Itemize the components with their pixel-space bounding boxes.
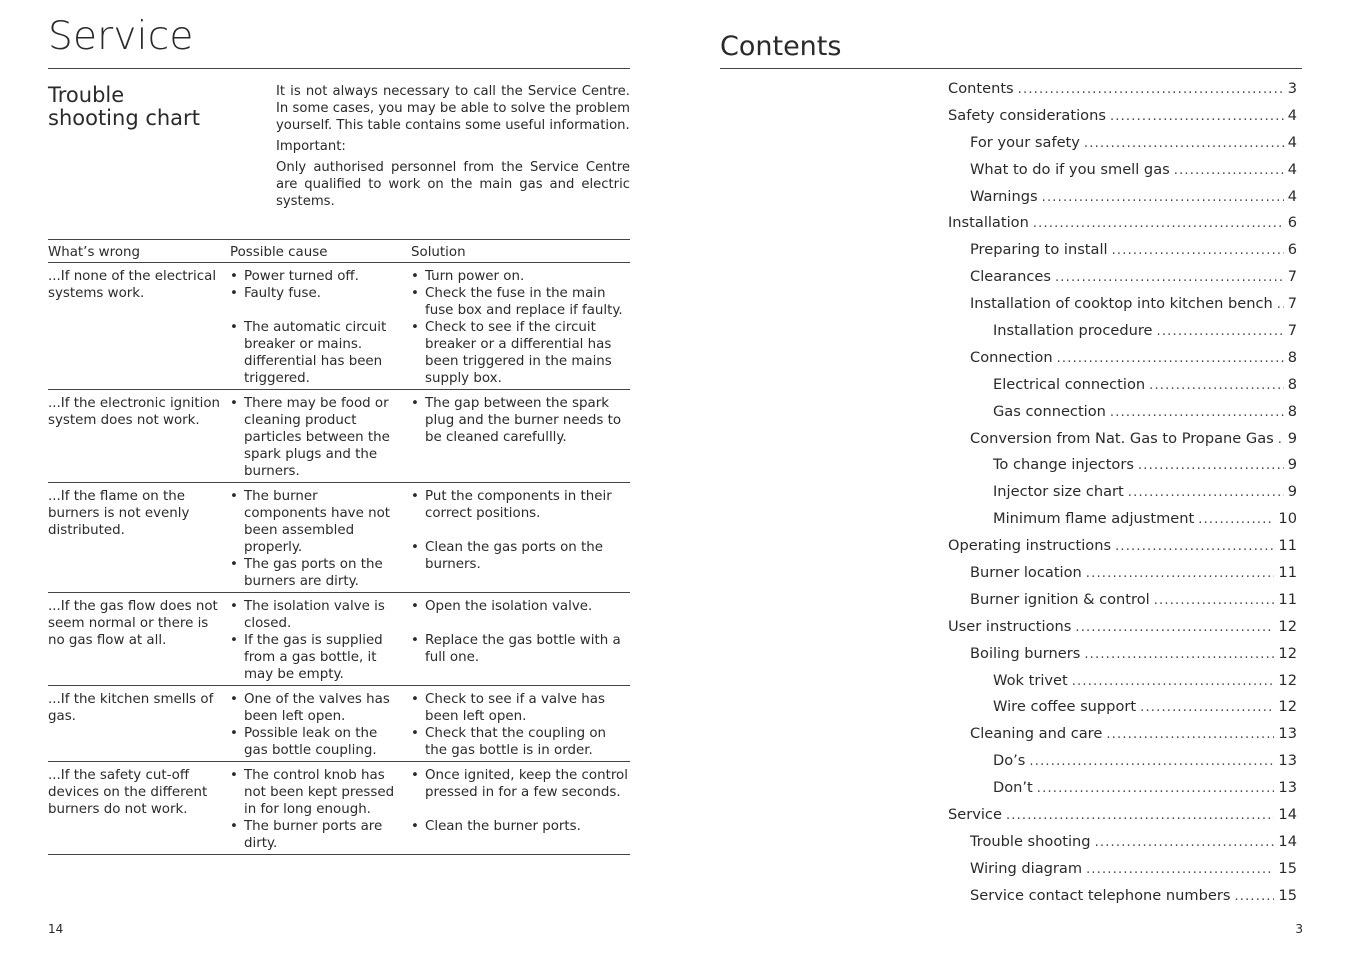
toc-entry[interactable] — [948, 107, 1297, 134]
toc-leader-dots — [1277, 297, 1284, 312]
cause-list — [230, 598, 403, 683]
contents-title: Contents — [720, 31, 842, 62]
toc-page-number: 10 — [1278, 510, 1297, 528]
toc-page-number: 15 — [1278, 886, 1297, 904]
solution-cell — [411, 263, 630, 390]
toc-entry-label: For your safety — [970, 133, 1080, 151]
cause-item: • If the gas is supplied from a gas bottle, it may be empty. — [230, 632, 403, 683]
toc-leader-dots — [1006, 808, 1274, 823]
toc-page-number: 12 — [1278, 644, 1297, 662]
toc-page-number: 7 — [1287, 268, 1297, 286]
toc-leader-dots — [1198, 512, 1274, 527]
toc-entry[interactable] — [948, 645, 1297, 672]
toc-page-number: 12 — [1278, 671, 1297, 689]
toc-leader-dots — [1138, 458, 1284, 473]
table-row — [48, 483, 630, 593]
toc-page-number: 9 — [1287, 483, 1297, 501]
solution-list — [411, 488, 630, 573]
cause-item: • There may be food or cleaning product particles between the spark plugs and the burners. — [230, 395, 403, 480]
table-header-row — [48, 240, 630, 263]
solution-cell — [411, 483, 630, 593]
toc-entry[interactable] — [948, 564, 1297, 591]
solution-list — [411, 268, 630, 387]
solution-item: • Check to see if a valve has been left open. — [411, 691, 630, 725]
toc-page-number: 11 — [1278, 564, 1297, 582]
table-row — [48, 686, 630, 762]
toc-leader-dots — [1128, 485, 1284, 500]
important-paragraph: Only authorised personnel from the Service Centre are qualified to work on the main gas and electric systems. — [276, 160, 630, 209]
cause-item: • One of the valves has been left open. — [230, 691, 403, 725]
toc-leader-dots — [1278, 432, 1284, 447]
cause-list — [230, 767, 403, 852]
toc-page-number: 13 — [1278, 779, 1297, 797]
toc-page-number: 8 — [1287, 348, 1297, 366]
cause-item: • Possible leak on the gas bottle coupling. — [230, 725, 403, 759]
toc-entry-label: Installation — [948, 214, 1029, 232]
toc-entry[interactable] — [948, 322, 1297, 349]
toc-page-number: 13 — [1278, 752, 1297, 770]
toc-entry-label: Wiring diagram — [970, 859, 1083, 877]
toc-leader-dots — [1110, 109, 1284, 124]
toc-entry-label: What to do if you smell gas — [970, 160, 1170, 178]
toc-entry[interactable] — [948, 456, 1297, 483]
toc-entry-label: Connection — [970, 348, 1053, 366]
solution-item: • Open the isolation valve. — [411, 598, 630, 615]
toc-entry-label: Burner ignition & control — [970, 590, 1150, 608]
toc-entry-label: Warnings — [970, 187, 1038, 205]
toc-page-number: 4 — [1287, 106, 1297, 124]
toc-entry-label: Safety considerations — [948, 106, 1106, 124]
toc-entry[interactable] — [948, 268, 1297, 295]
toc-entry[interactable] — [948, 618, 1297, 645]
cause-item: • The control knob has not been kept pressed in for long enough. — [230, 767, 403, 818]
toc-entry-label: Boiling burners — [970, 644, 1081, 662]
toc-entry-label: Contents — [948, 80, 1014, 97]
cause-item: • Faulty fuse. — [230, 285, 403, 302]
solution-item: • The gap between the spark plug and the burner needs to be cleaned carefullly. — [411, 395, 630, 446]
toc-page-number: 14 — [1278, 832, 1297, 850]
toc-entry-label: Service contact telephone numbers — [970, 886, 1231, 904]
toc-entry-label: Injector size chart — [993, 483, 1124, 501]
contents-rule — [720, 68, 1302, 69]
toc-entry[interactable] — [948, 483, 1297, 510]
toc-leader-dots — [1018, 82, 1284, 97]
important-label: Important: — [276, 139, 346, 154]
toc-leader-dots — [1042, 190, 1284, 205]
table-row — [48, 593, 630, 686]
toc-leader-dots — [1084, 647, 1274, 662]
cause-list — [230, 395, 403, 480]
toc-page-number: 9 — [1287, 456, 1297, 474]
toc-entry-label: Trouble shooting — [970, 832, 1091, 850]
toc-entry[interactable] — [948, 833, 1297, 860]
toc-page-number: 13 — [1278, 725, 1297, 743]
toc-entry-label: Installation procedure — [993, 322, 1153, 340]
toc-page-number: 8 — [1287, 375, 1297, 393]
toc-page-number: 6 — [1287, 214, 1297, 232]
right-page — [676, 0, 1351, 954]
possible-cause-cell — [230, 390, 411, 483]
possible-cause-cell — [230, 483, 411, 593]
table-row — [48, 762, 630, 855]
toc-leader-dots — [1095, 835, 1275, 850]
toc-leader-dots — [1055, 270, 1284, 285]
toc-page-number: 7 — [1287, 295, 1297, 313]
solution-list — [411, 767, 630, 835]
toc-entry[interactable] — [948, 591, 1297, 618]
toc-leader-dots — [1115, 539, 1274, 554]
solution-item: • Turn power on. — [411, 268, 630, 285]
toc-entry[interactable] — [948, 698, 1297, 725]
toc-page-number: 12 — [1278, 617, 1297, 635]
solution-list — [411, 691, 630, 759]
toc-entry[interactable] — [948, 188, 1297, 215]
toc-entry[interactable] — [948, 295, 1297, 322]
toc-leader-dots — [1057, 351, 1284, 366]
whats-wrong-cell: ...If the kitchen smells of gas. — [48, 686, 230, 762]
toc-entry[interactable] — [948, 887, 1297, 914]
toc-leader-dots — [1037, 781, 1275, 796]
toc-entry-label: Minimum flame adjustment — [993, 510, 1195, 528]
toc-page-number: 8 — [1287, 402, 1297, 420]
intro-paragraph: It is not always necessary to call the Service Centre. In some cases, you may be able to solve the problem yourself. This table contains some useful information. — [276, 84, 630, 133]
toc-leader-dots — [1086, 862, 1274, 877]
toc-page-number: 15 — [1278, 859, 1297, 877]
toc-leader-dots — [1112, 243, 1284, 258]
toc-page-number: 14 — [1278, 806, 1297, 824]
solution-cell — [411, 762, 630, 855]
cause-item: • Power turned off. — [230, 268, 403, 285]
toc-leader-dots — [1072, 674, 1275, 689]
toc-entry-label: To change injectors — [993, 456, 1134, 474]
solution-item: • Check that the coupling on the gas bottle is in order. — [411, 725, 630, 759]
column-header-whats-wrong: What’s wrong — [48, 240, 230, 263]
toc-entry[interactable] — [948, 537, 1297, 564]
solution-item: • Clean the burner ports. — [411, 818, 630, 835]
toc-entry[interactable] — [948, 403, 1297, 430]
toc-entry-label: Preparing to install — [970, 241, 1108, 259]
toc-entry-label: User instructions — [948, 617, 1072, 635]
toc-page-number: 6 — [1287, 241, 1297, 259]
cause-list — [230, 691, 403, 759]
toc-entry-label: Operating instructions — [948, 537, 1112, 555]
toc-entry[interactable] — [948, 430, 1297, 457]
intro-text-block — [276, 83, 630, 210]
toc-page-number: 11 — [1278, 590, 1297, 608]
cause-list — [230, 268, 403, 387]
possible-cause-cell — [230, 263, 411, 390]
toc-entry-label: Don’t — [993, 779, 1033, 797]
possible-cause-cell — [230, 762, 411, 855]
solution-list — [411, 395, 630, 446]
solution-item: • Put the components in their correct positions. — [411, 488, 630, 522]
table-row — [48, 263, 630, 390]
toc-leader-dots — [1174, 163, 1284, 178]
cause-item: • The automatic circuit breaker or mains. differential has been triggered. — [230, 319, 403, 387]
toc-entry-label: Installation of cooktop into kitchen bench — [970, 295, 1273, 313]
whats-wrong-cell: ...If the flame on the burners is not evenly distributed. — [48, 483, 230, 593]
cause-item: • The isolation valve is closed. — [230, 598, 403, 632]
solution-item: • Clean the gas ports on the burners. — [411, 539, 630, 573]
toc-entry[interactable] — [948, 80, 1297, 107]
toc-leader-dots — [1234, 889, 1274, 904]
toc-entry-label: Clearances — [970, 268, 1051, 286]
column-header-solution: Solution — [411, 240, 630, 263]
whats-wrong-cell: ...If the gas flow does not seem normal or there is no gas flow at all. — [48, 593, 230, 686]
solution-item: • Check the fuse in the main fuse box and replace if faulty. — [411, 285, 630, 319]
solution-cell — [411, 593, 630, 686]
toc-entry[interactable] — [948, 860, 1297, 887]
toc-page-number: 4 — [1287, 187, 1297, 205]
toc-page-number: 9 — [1287, 429, 1297, 447]
toc-leader-dots — [1033, 216, 1284, 231]
title-rule — [48, 68, 630, 69]
toc-entry[interactable] — [948, 779, 1297, 806]
solution-cell — [411, 686, 630, 762]
toc-entry-label: Do’s — [993, 752, 1026, 770]
toc-leader-dots — [1086, 566, 1275, 581]
whats-wrong-cell: ...If none of the electrical systems work. — [48, 263, 230, 390]
table-of-contents — [948, 80, 1297, 914]
toc-leader-dots — [1154, 593, 1275, 608]
page-number-left: 14 — [48, 922, 64, 936]
cause-item: • The burner components have not been assembled properly. — [230, 488, 403, 556]
toc-entry-label: Burner location — [970, 564, 1082, 582]
toc-page-number: 11 — [1278, 537, 1297, 555]
toc-page-number: 12 — [1278, 698, 1297, 716]
toc-entry-label: Cleaning and care — [970, 725, 1103, 743]
toc-entry-label: Wire coffee support — [993, 698, 1137, 716]
solution-cell — [411, 390, 630, 483]
column-header-possible-cause: Possible cause — [230, 240, 411, 263]
toc-entry-label: Wok trivet — [993, 671, 1068, 689]
toc-leader-dots — [1140, 700, 1274, 715]
page-number-right: 3 — [1295, 922, 1303, 936]
possible-cause-cell — [230, 593, 411, 686]
toc-entry-label: Conversion from Nat. Gas to Propane Gas — [970, 429, 1274, 447]
toc-entry[interactable] — [948, 161, 1297, 188]
toc-leader-dots — [1075, 620, 1274, 635]
whats-wrong-cell: ...If the electronic ignition system does not work. — [48, 390, 230, 483]
toc-entry[interactable] — [948, 806, 1297, 833]
whats-wrong-cell: ...If the safety cut-off devices on the different burners do not work. — [48, 762, 230, 855]
possible-cause-cell — [230, 686, 411, 762]
toc-entry-label: Electrical connection — [993, 375, 1146, 393]
cause-list — [230, 488, 403, 590]
toc-entry[interactable] — [948, 752, 1297, 779]
toc-page-number: 3 — [1287, 80, 1297, 97]
toc-leader-dots — [1149, 378, 1284, 393]
toc-leader-dots — [1084, 136, 1284, 151]
table-row — [48, 390, 630, 483]
toc-entry[interactable] — [948, 376, 1297, 403]
toc-leader-dots — [1029, 754, 1274, 769]
toc-page-number: 7 — [1287, 322, 1297, 340]
cause-item: • The burner ports are dirty. — [230, 818, 403, 852]
toc-leader-dots — [1110, 405, 1284, 420]
toc-leader-dots — [1106, 727, 1274, 742]
solution-item: • Once ignited, keep the control pressed in for a few seconds. — [411, 767, 630, 801]
toc-entry[interactable] — [948, 349, 1297, 376]
section-heading: Trouble shooting chart — [48, 83, 200, 130]
toc-entry[interactable] — [948, 725, 1297, 752]
toc-entry[interactable] — [948, 672, 1297, 699]
toc-entry-label: Gas connection — [993, 402, 1106, 420]
solution-item: • Replace the gas bottle with a full one. — [411, 632, 630, 666]
toc-entry[interactable] — [948, 134, 1297, 161]
toc-entry[interactable] — [948, 241, 1297, 268]
cause-item: • The gas ports on the burners are dirty. — [230, 556, 403, 590]
toc-entry-label: Service — [948, 806, 1002, 824]
page-title: Service — [48, 14, 194, 59]
trouble-shooting-table — [48, 239, 630, 855]
toc-page-number: 4 — [1287, 160, 1297, 178]
solution-item: • Check to see if the circuit breaker or a differential has been triggered in the mains supply box. — [411, 319, 630, 387]
toc-page-number: 4 — [1287, 133, 1297, 151]
toc-leader-dots — [1157, 324, 1284, 339]
solution-list — [411, 598, 630, 666]
toc-entry[interactable] — [948, 214, 1297, 241]
toc-entry[interactable] — [948, 510, 1297, 537]
